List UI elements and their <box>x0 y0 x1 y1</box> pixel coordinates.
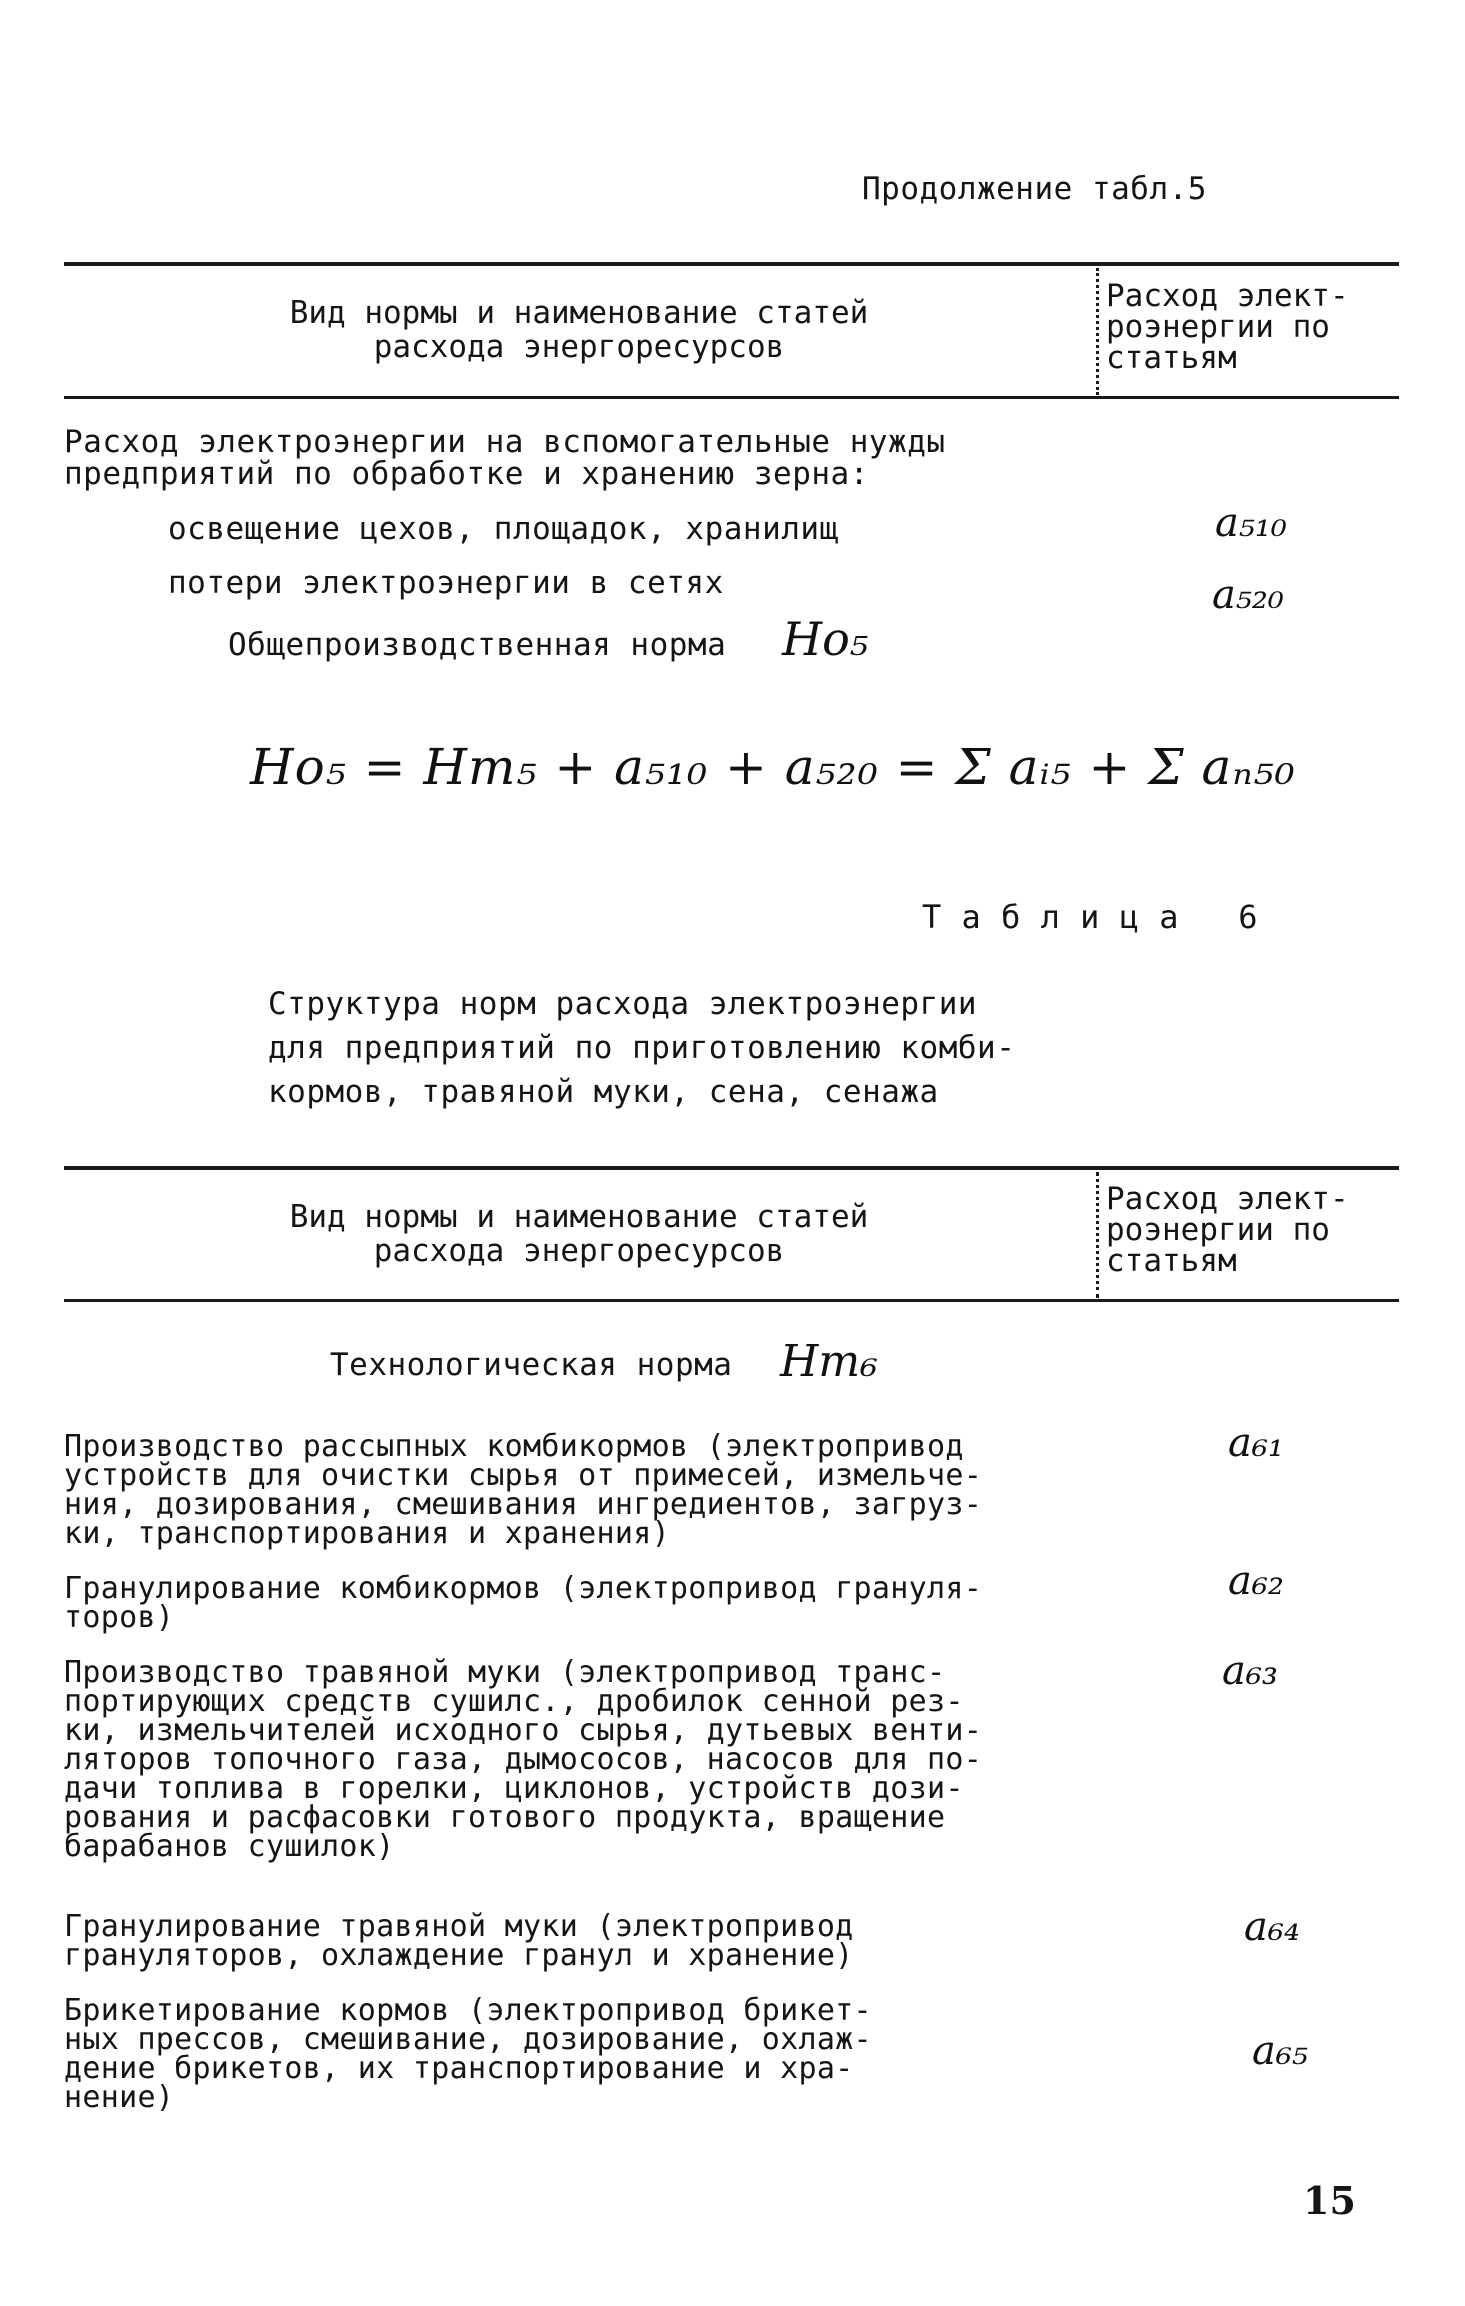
table6-header-rule <box>64 1299 1399 1302</box>
table6-row-text: Гранулирование комбикормов (электропривод грануля- торов) <box>64 1571 983 1635</box>
table5-item-symbol: a₅₂₀ <box>1212 572 1284 618</box>
table6-title: Т а б л и ц а 6 <box>922 898 1259 936</box>
table5-header-divider <box>1096 268 1099 395</box>
table5-top-rule <box>64 262 1399 266</box>
continuation-label: Продолжение табл.5 <box>862 171 1207 207</box>
table6-header-left: Вид нормы и наименование статей расхода энергоресурсов <box>289 1199 869 1269</box>
table6-header-right: Расход элект- роэнергии по статьям <box>1106 1181 1349 1279</box>
table6-caption: Структура норм расхода электроэнергии для предприятий по приготовлению комби- кормов, травяной муки, сена, сенажа <box>268 986 1016 1110</box>
table6-row-text: Производство рассыпных комбикормов (электропривод устройств для очистки сырья от примесей, измельче- ния, дозирования, смешивания ингредиентов, загруз- ки, транспортирования и хранения) <box>64 1429 983 1551</box>
table5-item-text: потери электроэнергии в сетях <box>168 565 724 601</box>
tech-norm-label: Технологическая норма <box>330 1347 733 1383</box>
table5-item-symbol: a₅₁₀ <box>1215 500 1287 546</box>
table6-row-symbol: a₆₄ <box>1244 1904 1300 1950</box>
table6-row-text: Производство травяной муки (электропривод транс- портирующих средств сушилс., дробилок сенной рез- ки, измельчителей исходного сырья, дутьевых венти- ляторов топочного газа, дымососов, насосов для по- дачи топлива в горелки, циклонов, устройств дози- рования и расфасовки готового продукта, вращение барабанов сушилок) <box>64 1655 983 1864</box>
norm-label: Общепроизводственная норма <box>228 627 727 663</box>
table5-header-right: Расход элект- роэнергии по статьям <box>1106 278 1349 376</box>
norm-formula: Hо₅ = Hт₅ + a₅₁₀ + a₅₂₀ = Σ aᵢ₅ + Σ aₙ₅₀ <box>250 738 1296 796</box>
table6-header-divider <box>1096 1172 1099 1298</box>
table6-row-text: Гранулирование травяной муки (электропривод грануляторов, охлаждение гранул и хранение) <box>64 1909 854 1973</box>
table6-top-rule <box>64 1166 1399 1170</box>
table5-intro: Расход электроэнергии на вспомогательные нужды предприятий по обработке и хранению зерна: <box>64 424 946 492</box>
table5-item-text: освещение цехов, площадок, хранилищ <box>168 511 839 547</box>
table5-header-left: Вид нормы и наименование статей расхода энергоресурсов <box>289 295 869 365</box>
page-number: 15 <box>1303 2178 1356 2223</box>
table6-row-symbol: a₆₁ <box>1228 1420 1284 1466</box>
tech-norm-symbol: Hт₆ <box>780 1336 878 1387</box>
table6-row-text: Брикетирование кормов (электропривод брикет- ных прессов, смешивание, дозирование, охлаж- дение брикетов, их транспортирование и хра- нение) <box>64 1993 872 2115</box>
table6-row-symbol: a₆₂ <box>1228 1558 1284 1604</box>
table5-header-rule <box>64 396 1399 399</box>
norm-symbol: Hо₅ <box>782 612 869 666</box>
table6-row-symbol: a₆₃ <box>1222 1648 1278 1694</box>
table6-row-symbol: a₆₅ <box>1252 2028 1308 2074</box>
